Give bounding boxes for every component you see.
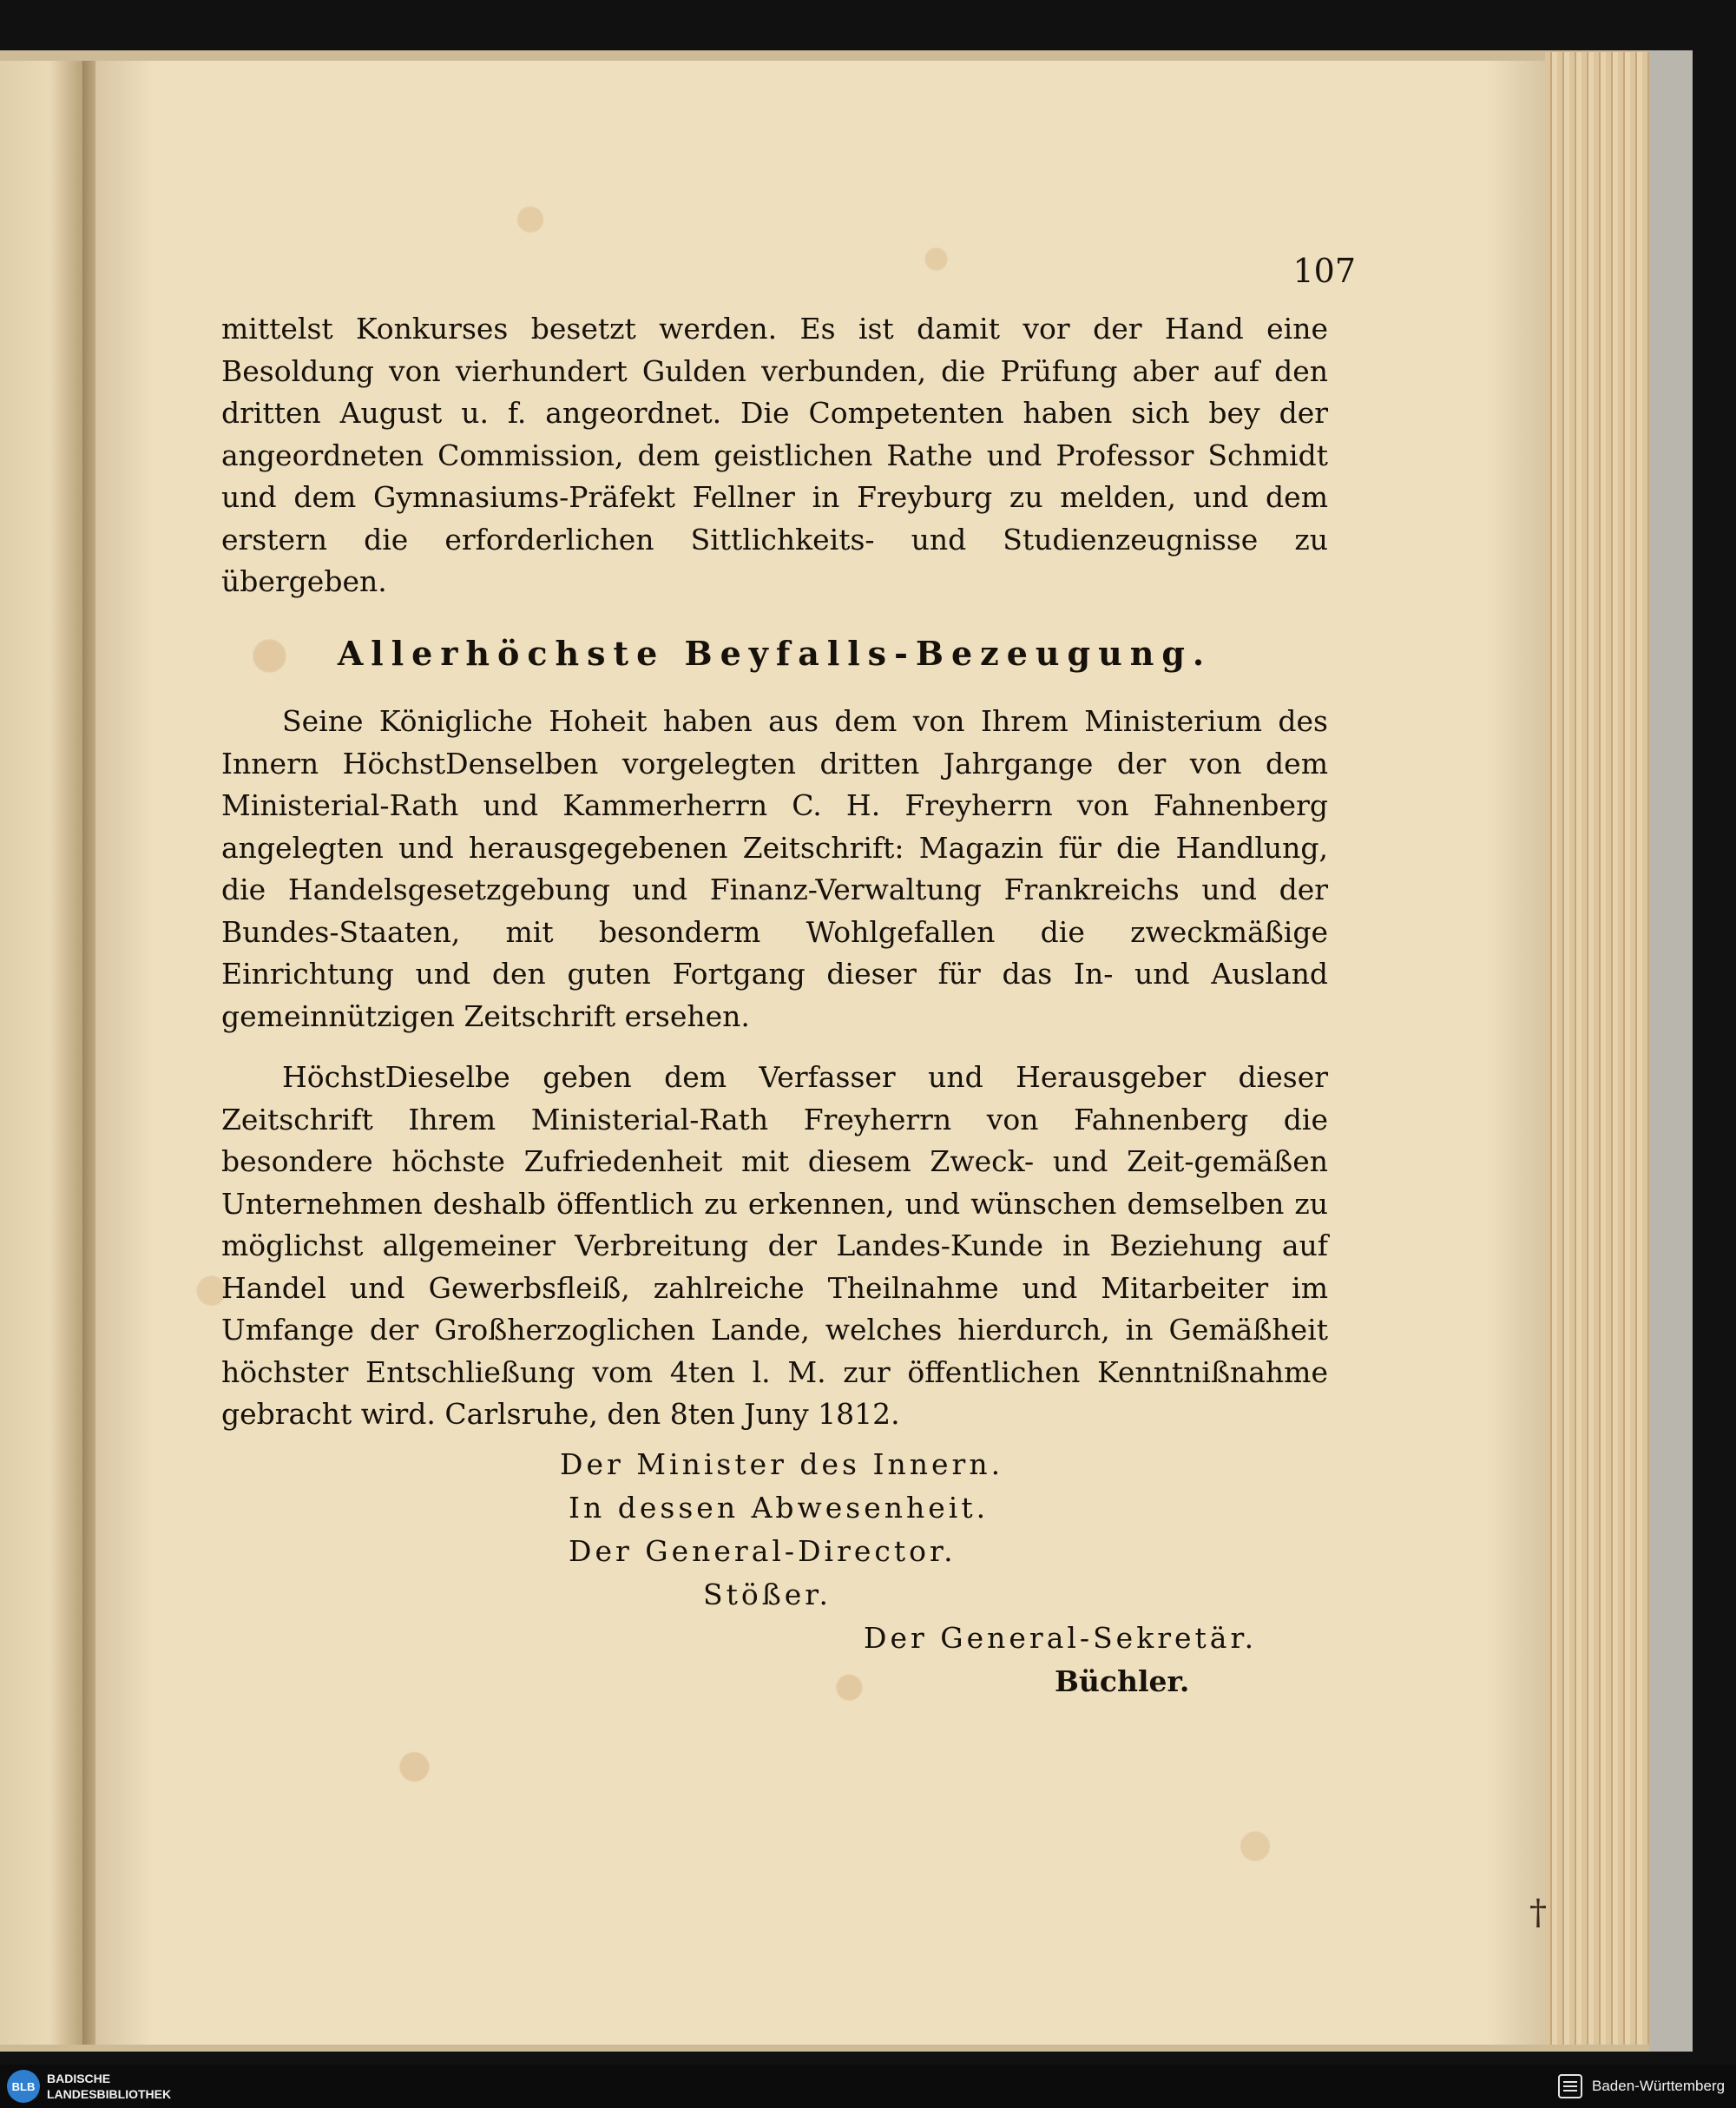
left-page-edge <box>0 61 82 2045</box>
paragraph-2: HöchstDieselbe geben dem Verfasser und Herausgeber dieser Zeitschrift Ihrem Ministerial-Rath Freyherrn von Fahnenberg die besondere höchste Zufriedenheit mit diesem Zweck- und Zeit-gemäßen Unternehmen deshalb öffentlich zu erkennen, und wünschen demselben zu möglichst allgemeiner Verbreitung der Landes-Kunde in Beziehung auf Handel und Gewerbsfleiß, zahlreiche Theilnahme und Mitarbeiter im Umfange der Großherzoglichen Lande, welches hierdurch, in Gemäßheit höchster Entschließung vom 4ten l. M. zur öffentlichen Kenntnißnahme gebracht wird. Carlsruhe, den 8ten Juny 1812. <box>221 1060 1328 1431</box>
footer-bar <box>0 2065 1736 2108</box>
library-name[interactable] <box>47 2071 171 2102</box>
section-heading: Allerhöchste Beyfalls-Bezeugung. <box>337 633 1213 673</box>
signature-line-absence: In dessen Abwesenheit. <box>569 1490 990 1525</box>
paragraph-1: Seine Königliche Hoheit haben aus dem von Ihrem Ministerium des Innern HöchstDenselben vorgelegten dritten Jahrgange der von dem Ministerial-Rath und Kammerherrn C. H. Freyherrn von Fahnenberg angelegten und herausgegebenen Zeitschrift: Magazin für die Handlung, die Handelsgesetzgebung und Finanz-Verwaltung Frankreichs und der Bundes-Staaten, mit besonderm Wohlgefallen die zweckmäßige Einrichtung und den guten Fortgang dieser für das In- und Ausland gemeinnützigen Zeitschrift ersehen. <box>221 704 1328 1033</box>
signature-line-secretary: Der General-Sekretär. <box>864 1620 1258 1655</box>
library-name-line-2: LANDESBIBLIOTHEK <box>47 2087 172 2101</box>
margin-mark: † <box>1529 1893 1547 1933</box>
opening-paragraph: mittelst Konkurses besetzt werden. Es ist damit vor der Hand eine Besoldung von vierhundert Gulden verbunden, die Prüfung aber auf den dritten August u. f. angeordnet. Die Competenten haben sich bey der angeordneten Commission, dem geistlichen Rathe und Professor Schmidt und dem Gymnasiums-Präfekt Fellner in Freyburg zu melden, und dem erstern die erforderlichen Sittlichkeits- und Studienzeugnisse zu übergeben. <box>221 312 1328 598</box>
signature-line-minister: Der Minister des Innern. <box>560 1446 1004 1481</box>
library-name-line-1: BADISCHE <box>47 2072 111 2085</box>
cover-board <box>1649 50 1693 2052</box>
page-text <box>221 308 1328 1703</box>
baden-wuerttemberg-crest-icon[interactable] <box>1555 2072 1585 2101</box>
blb-logo-icon[interactable]: BLB <box>7 2070 40 2103</box>
signature-line-director: Der General-Director. <box>569 1533 957 1568</box>
page-number: 107 <box>1292 252 1356 290</box>
state-name[interactable]: Baden-Württemberg <box>1592 2078 1726 2094</box>
signature-name-stoesser: Stößer. <box>703 1577 832 1611</box>
signature-name-buechler: Büchler. <box>1055 1663 1190 1698</box>
